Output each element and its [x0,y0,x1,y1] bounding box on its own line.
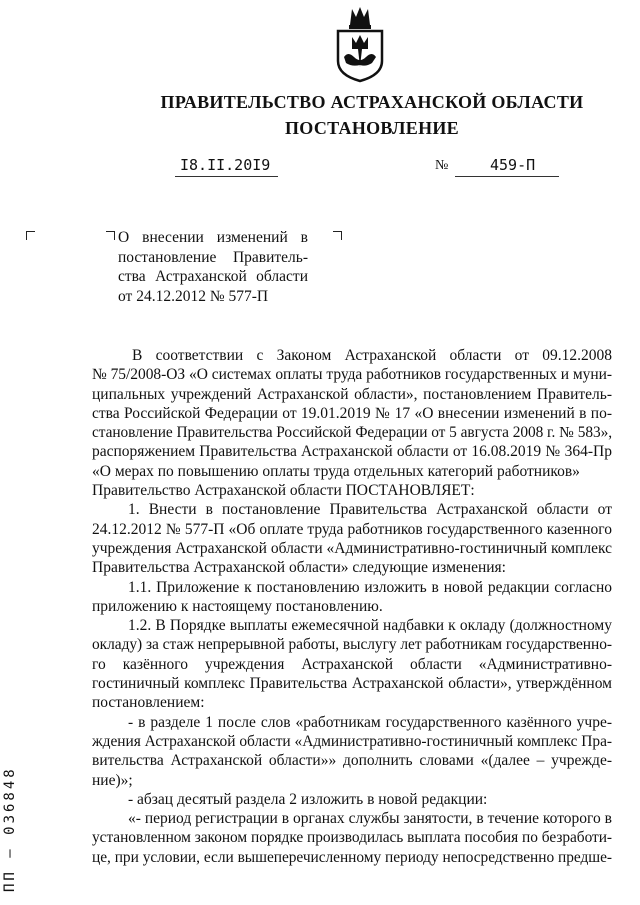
body-line: - в разделе 1 после слов «работникам государственного казённого учре- [128,713,612,731]
number-sign: № [435,158,449,173]
body-line: № 75/2008-ОЗ «О системах оплаты труда работников государственных и муни- [92,366,613,384]
subject-line: ства Астраханской области [118,268,308,285]
body-line: установленном законом порядке производилась выплата пособия по безработи- [92,829,612,847]
corner-mark-subject-left [106,231,115,240]
body-line: В соответствии с Законом Астраханской области от 09.12.2008 [132,347,612,364]
body-line: учреждения Астраханской области «Административно-гостиничный комплекс [92,539,612,557]
body-line: «О мерах по повышению оплаты труда отдельных категорий работников» [92,462,580,480]
document-type-title: ПОСТАНОВЛЕНИЕ [285,118,459,138]
body-line: го казённого учреждения Астраханской области «Административно- [92,655,612,673]
body-line: «- период регистрации в органах службы занятости, в течение которого в [128,810,612,828]
body-line: ние)»; [92,771,133,789]
body-line: 24.12.2012 № 577-П «Об оплате труда работников государственного казенного [92,520,612,538]
coat-of-arms-icon [330,5,390,83]
body-line: вительства Астраханской области»» дополнить словами «(далее – учрежде- [92,752,612,770]
document-number: 459-П [490,156,536,174]
subject-line: О внесении изменений в [118,229,308,246]
body-line: ципальных учреждений Астраханской области», постановлением Правитель- [92,385,612,403]
body-line: 1.2. В Порядке выплаты ежемесячной надбавки к окладу (должностному [128,617,612,635]
document-date: I8.II.20I9 [180,156,271,174]
body-line: Правительства Астраханской области» следующие изменения: [92,559,506,577]
body-line: Правительство Астраханской области ПОСТАНОВЛЯЕТ: [92,482,475,500]
organization-title: ПРАВИТЕЛЬСТВО АСТРАХАНСКОЙ ОБЛАСТИ [160,92,584,112]
body-line: распоряжением Правительства Астраханской области от 16.08.2019 № 364-Пр [92,443,612,461]
number-underline [455,176,559,177]
form-serial-number: ПП — 036848 [2,766,18,892]
corner-mark-left [26,231,35,240]
date-underline [175,176,278,177]
document-subject [118,228,308,306]
body-line: 1. Внести в постановление Правительства Астраханской области от [128,501,612,519]
body-line: гостиничный комплекс Правительства Астраханской области», утверждённом [92,675,612,693]
document-body [92,346,612,867]
body-line: - абзац десятый раздела 2 изложить в новой редакции: [128,790,488,808]
body-line: становление Правительства Российской Федерации от 5 августа 2008 г. № 583», [92,424,612,442]
body-line: окладу) за стаж непрерывной работы, выслугу лет работникам государственно- [92,636,612,654]
body-line: постановлением: [92,694,205,712]
body-line: 1.1. Приложение к постановлению изложить в новой редакции согласно [128,578,612,596]
body-line: це, при условии, если вышеперечисленному периоду непосредственно предше- [92,848,612,866]
subject-line: постановление Правитель- [118,248,308,266]
subject-line: от 24.12.2012 № 577-П [118,287,269,305]
corner-mark-subject-right [333,231,342,240]
body-line: ства Российской Федерации от 19.01.2019 № 17 «О внесении изменений в по- [92,404,612,422]
body-line: приложению к настоящему постановлению. [92,597,383,615]
body-line: ждения Астраханской области «Административно-гостиничный комплекс Пра- [92,732,612,750]
